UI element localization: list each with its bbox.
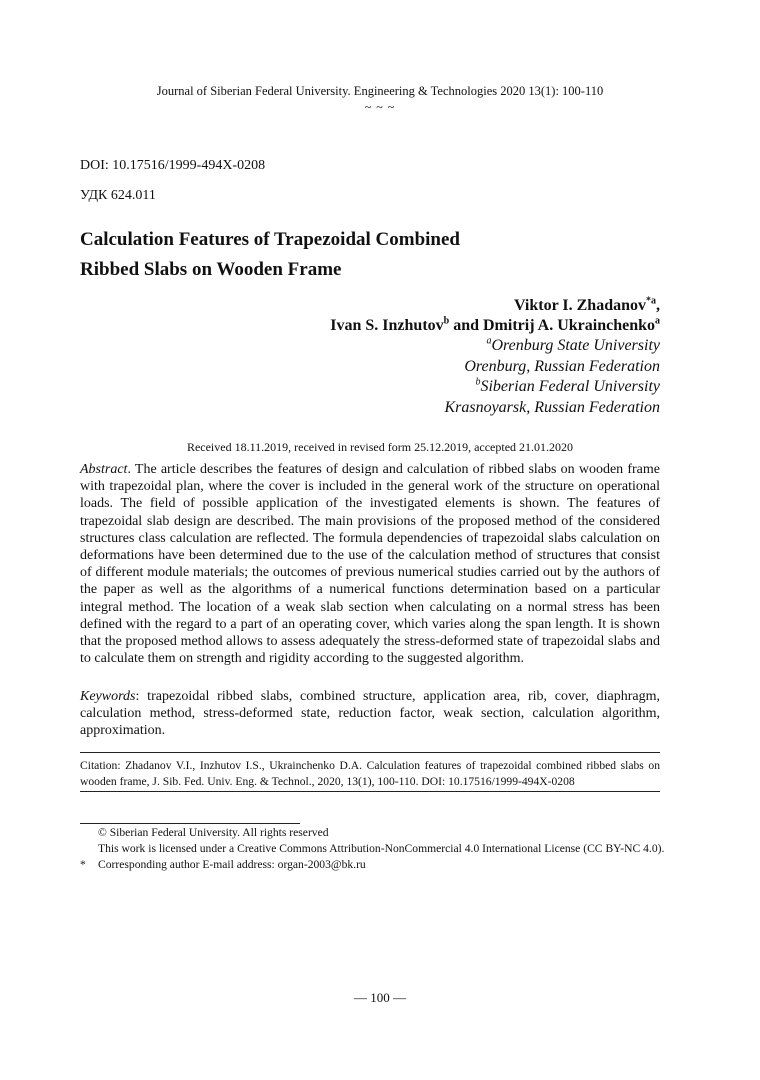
- citation-bottom-rule: [80, 791, 660, 792]
- keywords-text: : trapezoidal ribbed slabs, combined structure, application area, rib, cover, diaphragm, calculation method, stress-deformed state, reduction factor, weak section, calculation algorithm, approximation.: [80, 689, 660, 739]
- affiliation-a-sup: a: [486, 335, 492, 347]
- title-line-1: Calculation Features of Trapezoidal Combined: [80, 229, 460, 250]
- author-1: Viktor I. Zhadanov: [513, 297, 646, 314]
- affiliation-b-sup: b: [475, 376, 481, 388]
- title-line-2: Ribbed Slabs on Wooden Frame: [80, 259, 342, 280]
- author-separator: ,: [656, 297, 660, 314]
- affiliation-a-place: Orenburg, Russian Federation: [464, 357, 660, 375]
- author-line-2: [330, 316, 660, 336]
- footnote-star: *: [80, 858, 86, 871]
- udk-code: УДК 624.011: [80, 188, 156, 203]
- author-3-sup: a: [655, 315, 660, 327]
- citation-top-rule: [80, 752, 660, 753]
- page-number: — 100 —: [354, 990, 406, 1005]
- author-and: and: [449, 317, 483, 334]
- affiliation-b: [444, 377, 660, 398]
- abstract-text: . The article describes the features of design and calculation of ribbed slabs on wooden frame with trapezoidal plan, where the cover is included in the general work of the structure on operational loads. The field of possible application of the investigated elements is shown. The features of trapezoidal slab design are described. The main provisions of the proposed method of the considered structures class calculation are reflected. The formula dependencies of trapezoidal slabs calculation on deformations have been determined due to the use of the calculation method of structures that consist of different module materials; the outcomes of previous numerical studies carried out by the authors of the paper as well as the algorithms of a numerical functions determination based on a particular integral method. The location of a weak slab section when calculating on a normal stress has been defined with the regard to a part of an operating cover, which varies along the span length. It is shown that the proposed method allows to assess adequately the stress-deformed state of trapezoidal slabs and to calculate them on strength and rigidity according to the suggested algorithm.: [80, 462, 660, 667]
- header-ornament: ~ ~ ~: [364, 100, 396, 114]
- license-note: This work is licensed under a Creative Commons Attribution-NonCommercial 4.0 International License (CC BY-NC 4.0).: [98, 842, 665, 855]
- keywords-label: Keywords: [80, 689, 136, 704]
- journal-header: Journal of Siberian Federal University. Engineering & Technologies 2020 13(1): 100-110: [156, 84, 604, 98]
- affiliation-b-place: Krasnoyarsk, Russian Federation: [444, 398, 660, 416]
- affiliations: [444, 336, 660, 418]
- abstract: [80, 461, 660, 667]
- affiliation-a-name: Orenburg State University: [491, 337, 660, 354]
- affiliation-a: [444, 336, 660, 357]
- abstract-label: Abstract: [80, 462, 128, 477]
- author-2-sup: b: [443, 315, 450, 327]
- keywords: [80, 688, 660, 740]
- author-1-sup: *a: [646, 295, 656, 307]
- author-2: Ivan S. Inzhutov: [330, 317, 444, 334]
- footnote-rule: [80, 823, 300, 824]
- copyright-note: © Siberian Federal University. All rights reserved: [98, 826, 329, 839]
- paper-title: [80, 225, 680, 285]
- received-dates: Received 18.11.2019, received in revised form 25.12.2019, accepted 21.01.2020: [186, 440, 574, 454]
- affiliation-b-name: Siberian Federal University: [480, 378, 660, 395]
- author-line-1: [330, 296, 660, 316]
- corresponding-author-note: Corresponding author E-mail address: organ-2003@bk.ru: [98, 858, 366, 871]
- author-list: [330, 296, 660, 336]
- citation: Citation: Zhadanov V.I., Inzhutov I.S., Ukrainchenko D.A. Calculation features of trapezoidal combined ribbed slabs on wooden frame, J. Sib. Fed. Univ. Eng. & Technol., 2020, 13(1), 100-110. DOI: 10.17516/1999-494X-0208: [80, 759, 660, 788]
- author-3: Dmitrij A. Ukrainchenko: [483, 317, 655, 334]
- doi: DOI: 10.17516/1999-494X-0208: [80, 158, 266, 173]
